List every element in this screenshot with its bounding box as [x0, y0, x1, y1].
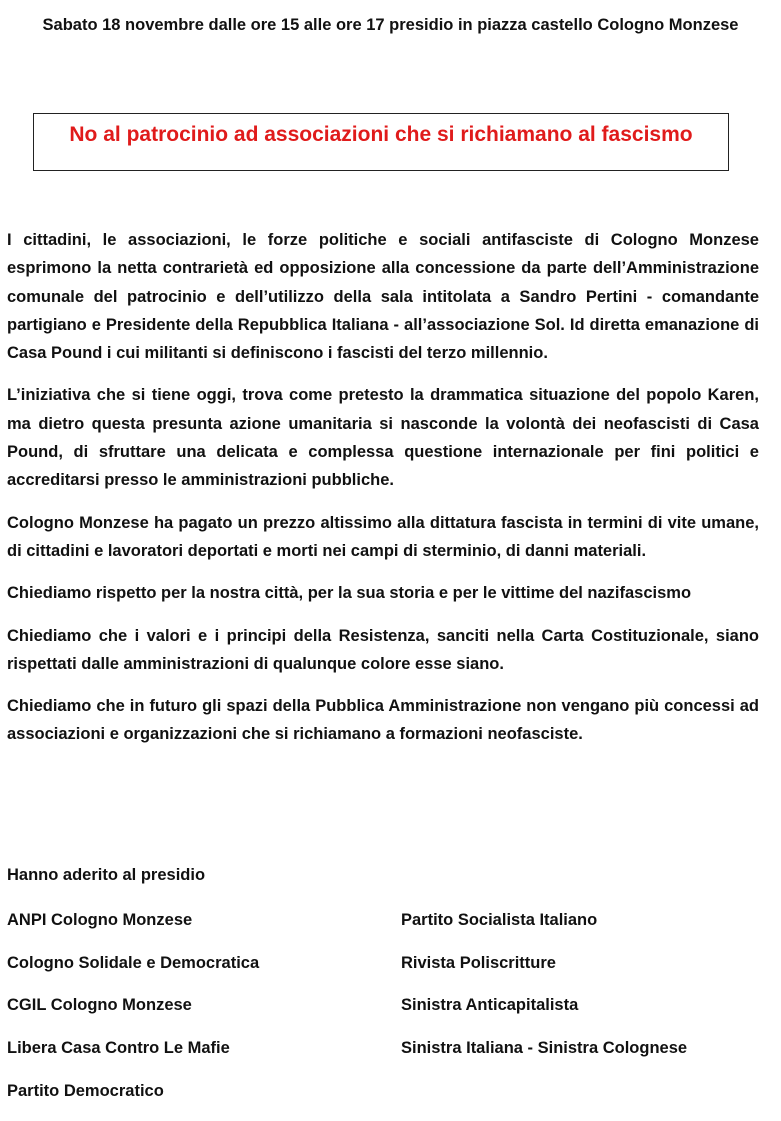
adherent-item: Rivista Poliscritture — [401, 953, 556, 972]
title-box — [33, 113, 729, 171]
event-header: Sabato 18 novembre dalle ore 15 alle ore 17 presidio in piazza castello Cologno Monzese — [42, 16, 739, 34]
adherents-title: Hanno aderito al presidio — [7, 866, 206, 884]
document-body — [7, 226, 759, 763]
adherents-right-column — [401, 908, 687, 1079]
adherent-item: Sinistra Anticapitalista — [401, 996, 579, 1015]
paragraph-resistance: Chiediamo che i valori e i principi della Resistenza, sanciti nella Carta Costituzionale, siano rispettati dalle amministrazioni di qualunque colore esse siano. — [7, 626, 759, 673]
adherent-item: Partito Socialista Italiano — [401, 911, 598, 929]
adherent-item: Partito Democratico — [7, 1081, 164, 1100]
paragraph-initiative: L’iniziativa che si tiene oggi, trova come pretesto la drammatica situazione del popolo Karen, ma dietro questa presunta azione umanitaria si nasconde la volontà dei neofascisti di Casa Pound, di sfruttare una delicata e complessa questione internazionale per fini politici e accreditarsi presso le amministrazioni pubbliche. — [7, 386, 759, 490]
paragraph-respect: Chiediamo rispetto per la nostra città, per la sua storia e per le vittime del nazifascismo — [7, 584, 692, 603]
adherent-item: ANPI Cologno Monzese — [7, 911, 193, 929]
paragraph-future: Chiediamo che in futuro gli spazi della Pubblica Amministrazione non vengano più concessi ad associazioni e organizzazioni che si richiamano a formazioni neofasciste. — [7, 697, 759, 744]
paragraph-history: Cologno Monzese ha pagato un prezzo altissimo alla dittatura fascista in termini di vite umane, di cittadini e lavoratori deportati e morti nei campi di sterminio, di danni materiali. — [7, 513, 759, 560]
adherent-item: Cologno Solidale e Democratica — [7, 953, 260, 972]
adherent-item: Sinistra Italiana - Sinistra Colognese — [401, 1039, 688, 1058]
adherents-left-column — [7, 908, 259, 1121]
adherent-item: CGIL Cologno Monzese — [7, 996, 192, 1015]
adherent-item: Libera Casa Contro Le Mafie — [7, 1039, 230, 1058]
paragraph-intro: I cittadini, le associazioni, le forze politiche e sociali antifasciste di Cologno Monzese esprimono la netta contrarietà ed opposizione alla concessione da parte dell’Amministrazione comunale del patrocinio e dell’utilizzo della sala intitolata a Sandro Pertini - comandante partigiano e Presidente della Repubblica Italiana - all’associazione Sol. Id diretta emanazione di Casa Pound i cui militanti si definiscono i fascisti del terzo millennio. — [7, 231, 759, 363]
document-title: No al patrocinio ad associazioni che si richiamano al fascismo — [69, 123, 693, 146]
